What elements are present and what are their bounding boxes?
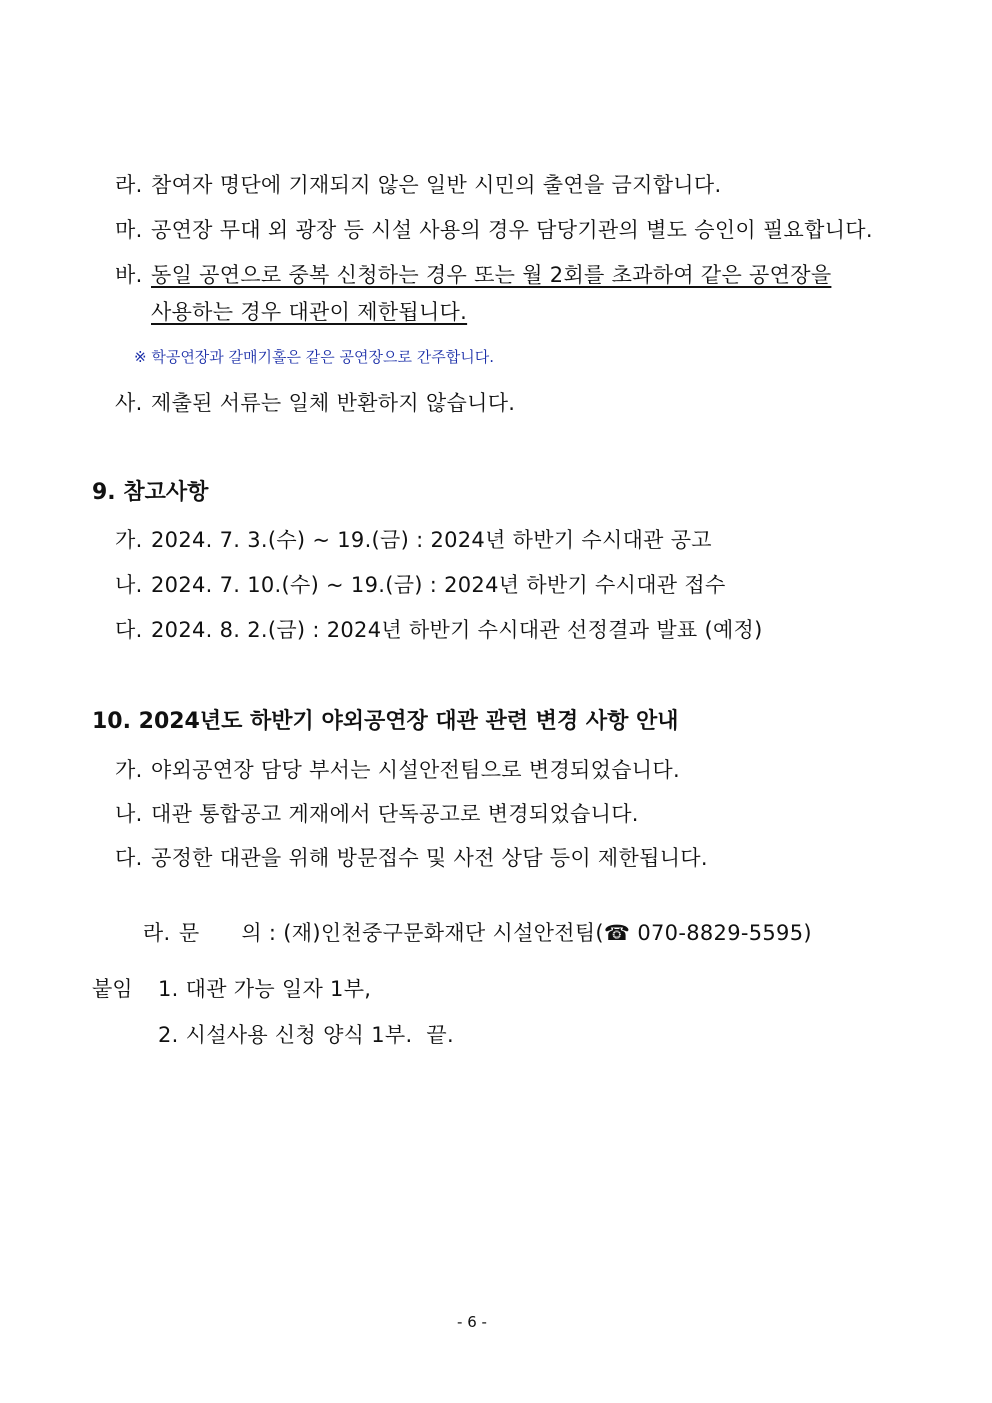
item-marker: 다. xyxy=(115,618,143,642)
list-item-continuation xyxy=(151,297,467,327)
item-text: 2024. 7. 10.(수) ~ 19.(금) : 2024년 하반기 수시대관 접수 xyxy=(151,573,726,597)
page-number: - 6 - xyxy=(457,1313,487,1331)
attachment-item: 1. 대관 가능 일자 1부, xyxy=(158,977,372,1001)
item-text: 제출된 서류는 일체 반환하지 않습니다. xyxy=(151,391,516,415)
list-item xyxy=(115,388,515,418)
item-text-underlined: 동일 공연으로 중복 신청하는 경우 또는 월 2회를 초과하여 같은 공연장을 xyxy=(151,263,832,287)
list-item xyxy=(115,615,763,645)
list-item xyxy=(115,799,639,829)
item-text: 참여자 명단에 기재되지 않은 일반 시민의 출연을 금지합니다. xyxy=(151,173,722,197)
item-text: 공연장 무대 외 광장 등 시설 사용의 경우 담당기관의 별도 승인이 필요합니다. xyxy=(151,218,873,242)
item-text: 공정한 대관을 위해 방문접수 및 사전 상담 등이 제한됩니다. xyxy=(151,846,708,870)
list-item xyxy=(115,570,726,600)
section-heading: 10. 2024년도 하반기 야외공연장 대관 관련 변경 사항 안내 xyxy=(92,709,679,734)
item-text: 문 의 : (재)인천중구문화재단 시설안전팀(☎ 070-8829-5595) xyxy=(178,921,812,945)
section-heading: 9. 참고사항 xyxy=(92,480,209,505)
item-marker: 나. xyxy=(115,802,143,826)
item-text-underlined: 사용하는 경우 대관이 제한됩니다. xyxy=(151,300,468,324)
list-item xyxy=(115,215,873,245)
item-text: 대관 통합공고 게재에서 단독공고로 변경되었습니다. xyxy=(151,802,639,826)
list-item xyxy=(115,843,708,873)
footnote-note: ※ 학공연장과 갈매기홀은 같은 공연장으로 간주합니다. xyxy=(134,348,494,366)
item-marker: 바. xyxy=(115,263,143,287)
list-item xyxy=(115,260,831,290)
list-item xyxy=(115,170,721,200)
attachment-label: 붙임 xyxy=(92,977,133,1001)
item-marker: 가. xyxy=(115,758,143,782)
list-item xyxy=(115,888,812,978)
item-marker: 다. xyxy=(115,846,143,870)
item-marker: 사. xyxy=(115,391,143,415)
item-marker: 가. xyxy=(115,528,143,552)
list-item xyxy=(115,755,680,785)
item-text: 2024. 7. 3.(수) ~ 19.(금) : 2024년 하반기 수시대관 공고 xyxy=(151,528,712,552)
item-marker: 나. xyxy=(115,573,143,597)
item-text: 야외공연장 담당 부서는 시설안전팀으로 변경되었습니다. xyxy=(151,758,680,782)
item-marker: 라. xyxy=(142,921,171,945)
attachment-item: 2. 시설사용 신청 양식 1부. 끝. xyxy=(158,1023,454,1047)
item-marker: 라. xyxy=(115,173,143,197)
list-item xyxy=(115,525,712,555)
item-marker: 마. xyxy=(115,218,143,242)
item-text: 2024. 8. 2.(금) : 2024년 하반기 수시대관 선정결과 발표 (예정) xyxy=(151,618,763,642)
